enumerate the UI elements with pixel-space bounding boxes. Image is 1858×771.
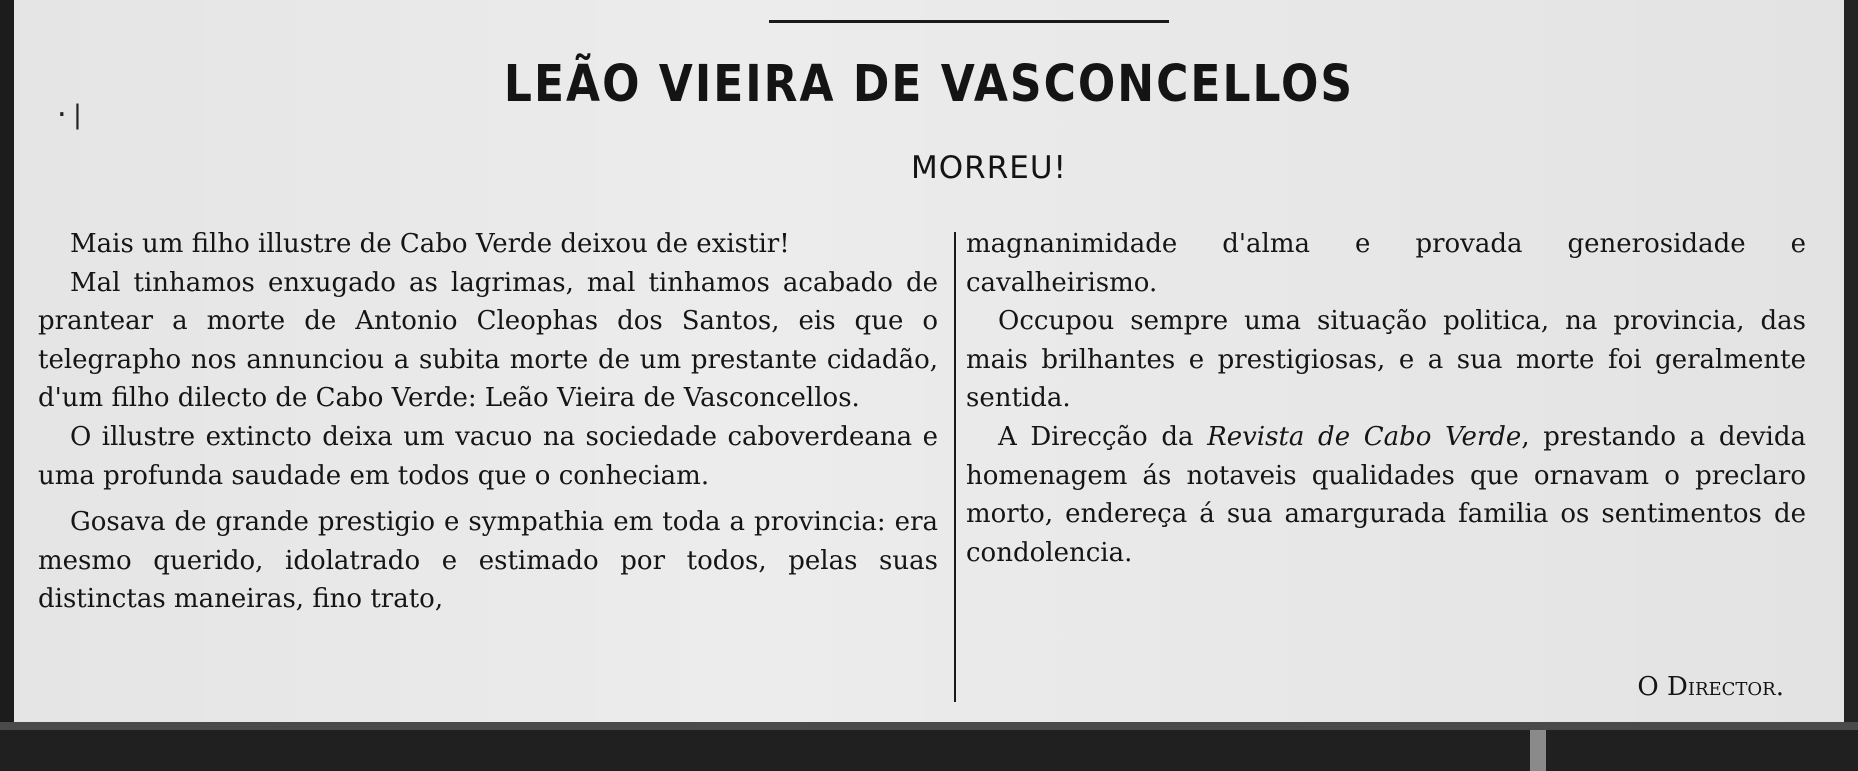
periodical-name: Revista de Cabo Verde bbox=[1207, 421, 1522, 452]
paragraph-opening: Mais um filho illustre de Cabo Verde deixou de existir! bbox=[70, 229, 790, 259]
margin-mark: ·| bbox=[54, 100, 86, 130]
paragraph-prestige: Gosava de grande prestigio e sympathia em toda a provincia: era mesmo querido, idolatrado e estimado por todos, pelas suas distinctas maneiras, fino trato, bbox=[38, 507, 938, 615]
scan-border-left bbox=[0, 0, 14, 771]
left-column bbox=[38, 225, 938, 619]
paragraph-continued: magnanimidade d'alma e provada generosidade e cavalheirismo. bbox=[966, 229, 1806, 298]
scan-border-bottom bbox=[0, 722, 1858, 771]
scan-border-right bbox=[1844, 0, 1858, 771]
bottom-notch bbox=[1530, 730, 1546, 771]
paragraph-news: Mal tinhamos enxugado as lagrimas, mal tinhamos acabado de prantear a morte de Antonio Cleophas dos Santos, eis que o telegrapho nos annunciou a subita morte de um prestante cidadão, d'um filho dilecto de Cabo Verde: Leão Vieira de Vasconcellos. bbox=[38, 267, 938, 414]
article-subtitle: MORREU! bbox=[911, 150, 1067, 186]
signature: O Director. bbox=[1637, 672, 1784, 702]
column-divider bbox=[954, 232, 956, 702]
paragraph-politics: Occupou sempre uma situação politica, na provincia, das mais brilhantes e prestigiosas, e a sua morte foi geralmente sentida. bbox=[966, 306, 1806, 414]
newspaper-page bbox=[14, 0, 1844, 722]
paragraph-homage bbox=[966, 418, 1806, 572]
homage-text-start: A Direcção da bbox=[998, 421, 1208, 452]
bottom-strip bbox=[0, 722, 1858, 730]
top-divider-rule bbox=[769, 20, 1169, 23]
article-title: LEÃO VIEIRA DE VASCONCELLOS bbox=[503, 55, 1355, 114]
homage-text-end: , prestando a devida homenagem ás notaveis qualidades que ornavam o preclaro morto, endereça á sua amargurada familia os sentimentos de condolencia. bbox=[966, 421, 1807, 568]
right-column bbox=[966, 225, 1806, 572]
paragraph-loss: O illustre extincto deixa um vacuo na sociedade caboverdeana e uma profunda saudade em todos que o conheciam. bbox=[38, 421, 938, 491]
